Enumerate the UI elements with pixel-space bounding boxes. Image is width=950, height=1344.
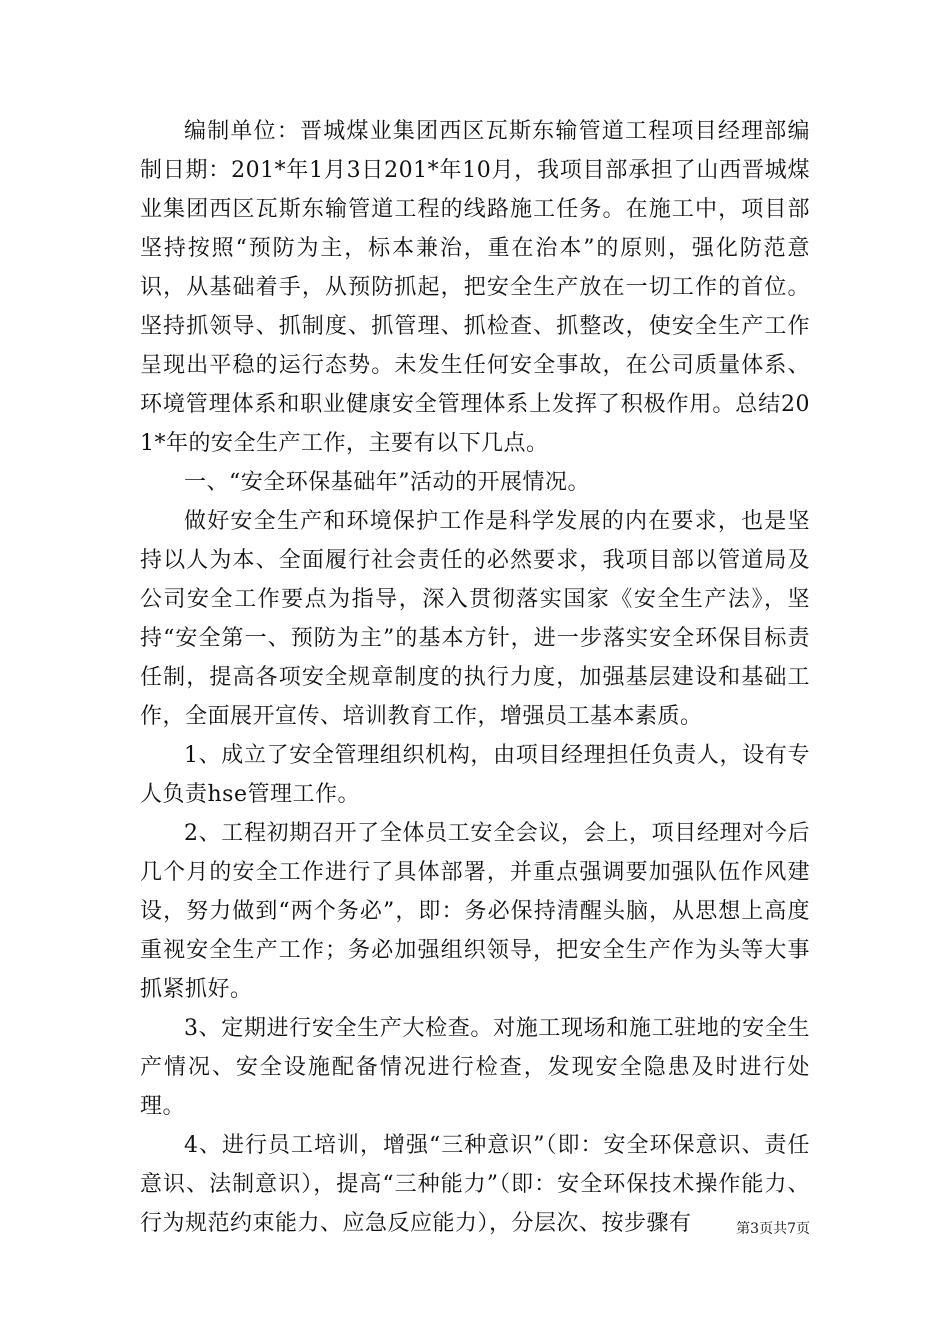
list-item-1: 1、成立了安全管理组织机构，由项目经理担任负责人，设有专人负责hse管理工作。	[140, 743, 810, 807]
paragraph-intro: 编制单位：晋城煤业集团西区瓦斯东输管道工程项目经理部编制日期：201*年1月3日201*年10月，我项目部承担了山西晋城煤业集团西区瓦斯东输管道工程的线路施工任务。在施工中，项目部坚持按照“预防为主，标本兼治，重在治本”的原则，强化防范意识，从基础着手，从预防抓起，把安全生产放在一切工作的首位。坚持抓领导、抓制度、抓管理、抓检查、抓整改，使安全生产工作呈现出平稳的运行态势。未发生任何安全事故，在公司质量体系、环境管理体系和职业健康安全管理体系上发挥了积极作用。总结201*年的安全生产工作，主要有以下几点。	[140, 119, 810, 456]
document-body	[140, 112, 810, 1243]
section-heading-1: 一、“安全环保基础年”活动的开展情况。	[184, 470, 590, 495]
page-number-footer: 第3页共7页	[736, 1221, 810, 1237]
paragraph-section-1: 做好安全生产和环境保护工作是科学发展的内在要求，也是坚持以人为本、全面履行社会责任的必然要求，我项目部以管道局及公司安全工作要点为指导，深入贯彻落实国家《安全生产法》，坚持“安全第一、预防为主”的基本方针，进一步落实安全环保目标责任制，提高各项安全规章制度的执行力度，加强基层建设和基础工作，全面展开宣传、培训教育工作，增强员工基本素质。	[140, 509, 810, 729]
list-item-3: 3、定期进行安全生产大检查。对施工现场和施工驻地的安全生产情况、安全设施配备情况进行检查，发现安全隐患及时进行处理。	[140, 1016, 810, 1119]
list-item-4: 4、进行员工培训，增强“三种意识”（即：安全环保意识、责任意识、法制意识），提高“三种能力”（即：安全环保技术操作能力、行为规范约束能力、应急反应能力），分层次、按步骤有	[140, 1133, 810, 1236]
list-item-2: 2、工程初期召开了全体员工安全会议，会上，项目经理对今后几个月的安全工作进行了具体部署，并重点强调要加强队伍作风建设，努力做到“两个务必”，即：务必保持清醒头脑，从思想上高度重视安全生产工作；务必加强组织领导，把安全生产作为头等大事抓紧抓好。	[140, 821, 810, 1002]
